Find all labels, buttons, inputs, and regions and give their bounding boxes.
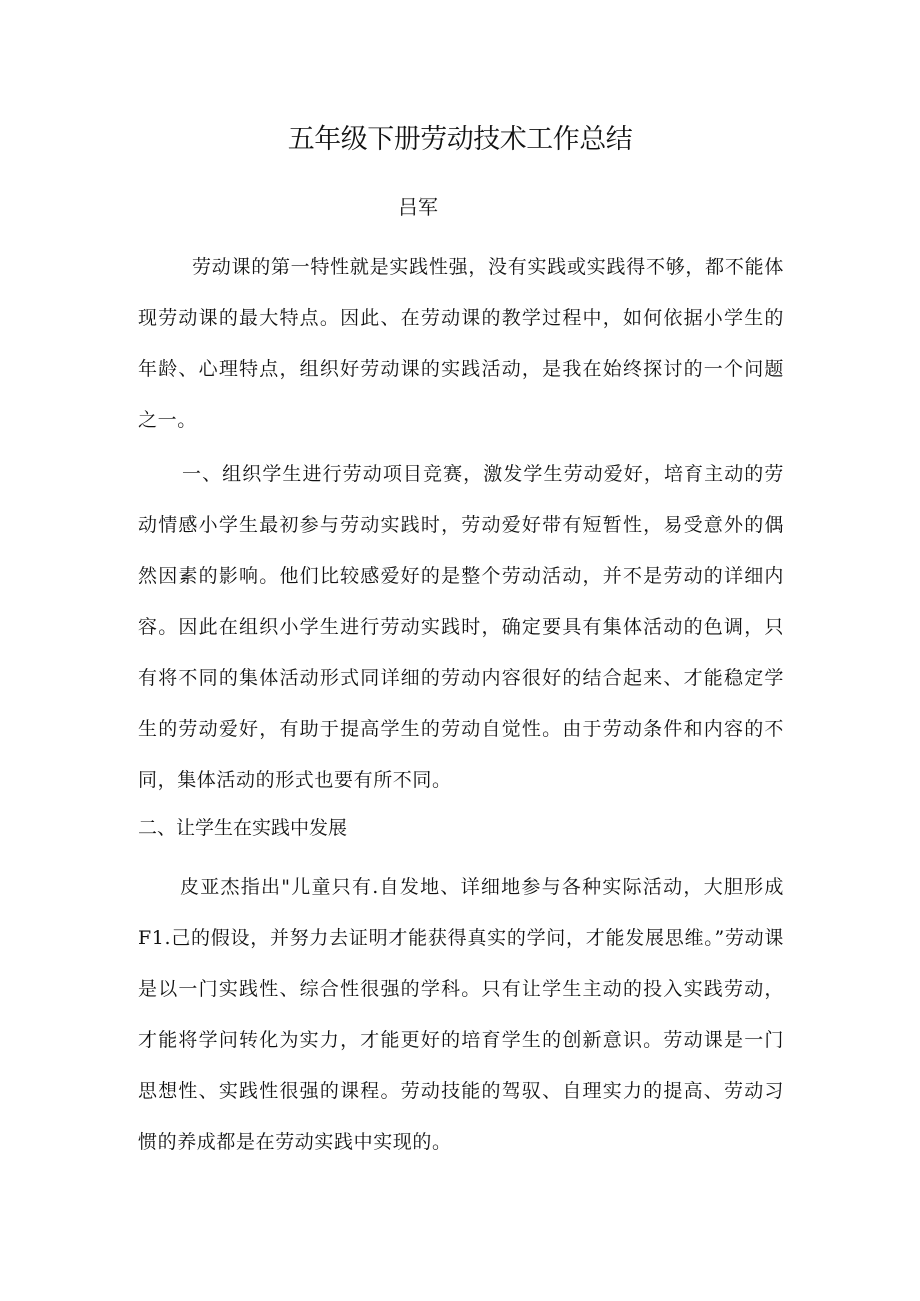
document-title: 五年级下册劳动技术工作总结: [287, 124, 633, 155]
document-author: 吕军: [398, 195, 438, 219]
paragraph-section-one: 一、组织学生进行劳动项目竞赛，激发学生劳动爱好，培育主动的劳动情感小学生最初参与劳动实践时，劳动爱好带有短暂性，易受意外的偶然因素的影响。他们比较感爱好的是整个劳动活动，并不是劳动的详细内容。因此在组织小学生进行劳动实践时，确定要具有集体活动的色调，只有将不同的集体活动形式同详细的劳动内容很好的结合起来、才能稳定学生的劳动爱好，有助于提高学生的劳动自觉性。由于劳动条件和内容的不同，集体活动的形式也要有所不同。: [138, 463, 784, 791]
paragraph-intro: 劳动课的第一特性就是实践性强，没有实践或实践得不够，都不能体现劳动课的最大特点。因此、在劳动课的教学过程中，如何依据小学生的年龄、心理特点，组织好劳动课的实践活动，是我在始终探讨的一个问题之一。: [138, 256, 784, 431]
paragraph-section-two: 皮亚杰指出"儿童只有.自发地、详细地参与各种实际活动，大胆形成F1.己的假设，并努力去证明才能获得真实的学问，才能发展思维。”劳动课是以一门实践性、综合性很强的学科。只有让学生主动的投入实践劳动，才能将学问转化为实力，才能更好的培育学生的创新意识。劳动课是一门思想性、实践性很强的课程。劳动技能的驾驭、自理实力的提高、劳动习惯的养成都是在劳动实践中实现的。: [138, 876, 784, 1153]
section-heading-two: 二、让学生在实践中发展: [138, 817, 348, 839]
